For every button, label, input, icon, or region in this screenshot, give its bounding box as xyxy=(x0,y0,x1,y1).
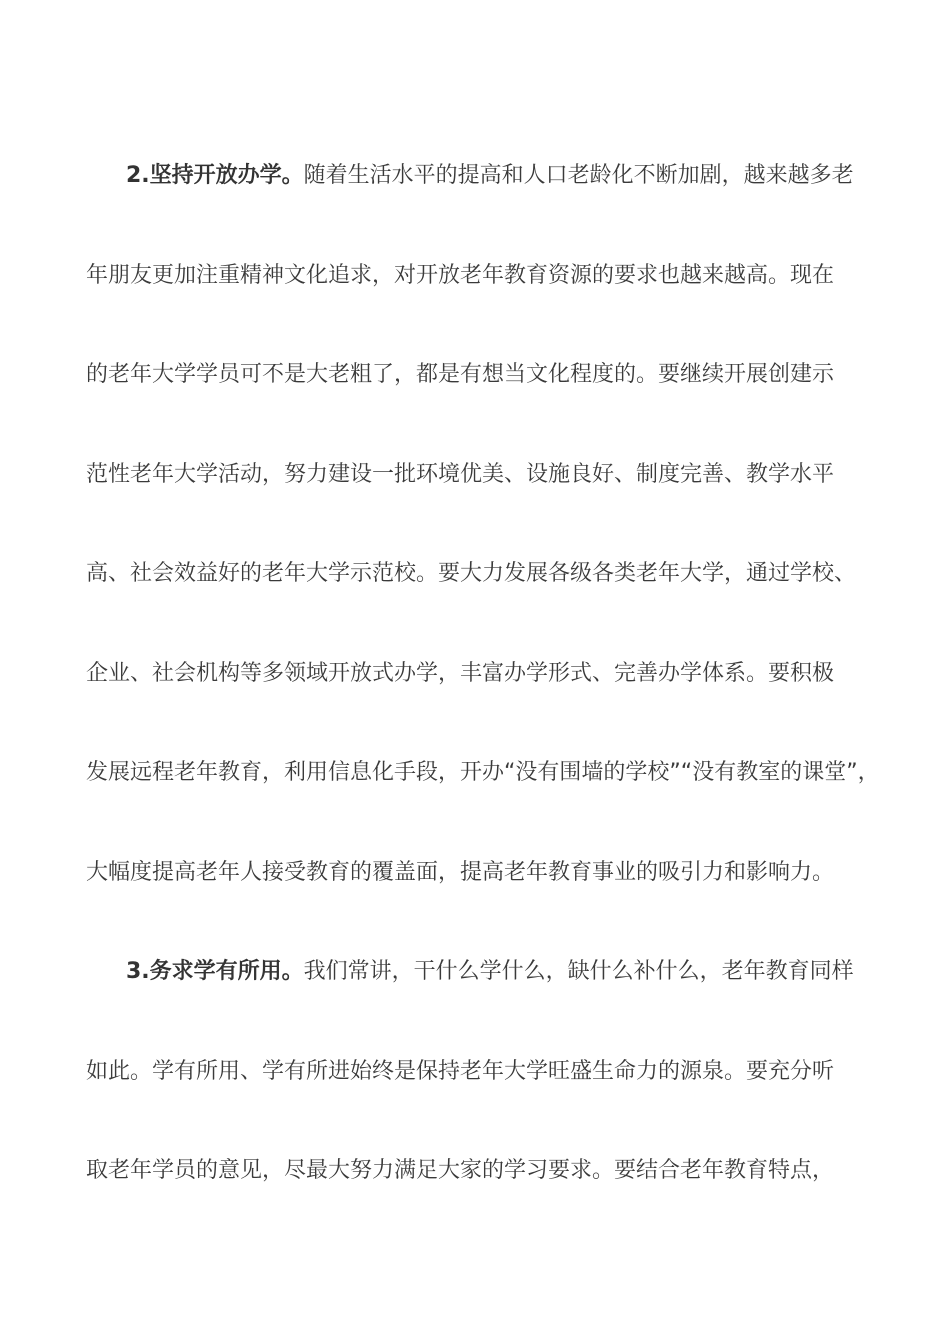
section-heading: 2.坚持开放办学。 xyxy=(126,163,304,188)
paragraph-line: 年朋友更加注重精神文化追求，对开放老年教育资源的要求也越来越高。现在 xyxy=(86,262,835,288)
paragraph-line: 取老年学员的意见，尽最大努力满足大家的学习要求。要结合老年教育特点， xyxy=(86,1158,835,1183)
paragraph-practical-learning xyxy=(86,922,886,1221)
paragraph-line: 2.坚持开放办学。随着生活水平的提高和人口老龄化不断加剧，越来越多老 xyxy=(126,163,854,188)
paragraph-open-schooling xyxy=(86,126,886,922)
paragraph-line: 的老年大学学员可不是大老粗了，都是有想当文化程度的。要继续开展创建示 xyxy=(86,362,835,387)
paragraph-line: 发展远程老年教育，利用信息化手段，开办“没有围墙的学校”“没有教室的课堂”， xyxy=(86,760,880,785)
paragraph-line: 大幅度提高老年人接受教育的覆盖面，提高老年教育事业的吸引力和影响力。 xyxy=(86,859,835,885)
paragraph-line: 企业、社会机构等多领域开放式办学，丰富办学形式、完善办学体系。要积极 xyxy=(86,660,835,686)
section-heading: 3.务求学有所用。 xyxy=(126,959,304,984)
paragraph-line: 如此。学有所用、学有所进始终是保持老年大学旺盛生命力的源泉。要充分听 xyxy=(86,1058,835,1084)
paragraph-line: 范性老年大学活动，努力建设一批环境优美、设施良好、制度完善、教学水平 xyxy=(86,461,835,487)
paragraph-line: 高、社会效益好的老年大学示范校。要大力发展各级各类老年大学，通过学校、 xyxy=(86,561,857,586)
document-body xyxy=(86,126,886,1221)
paragraph-line: 3.务求学有所用。我们常讲，干什么学什么，缺什么补什么，老年教育同样 xyxy=(126,959,854,984)
